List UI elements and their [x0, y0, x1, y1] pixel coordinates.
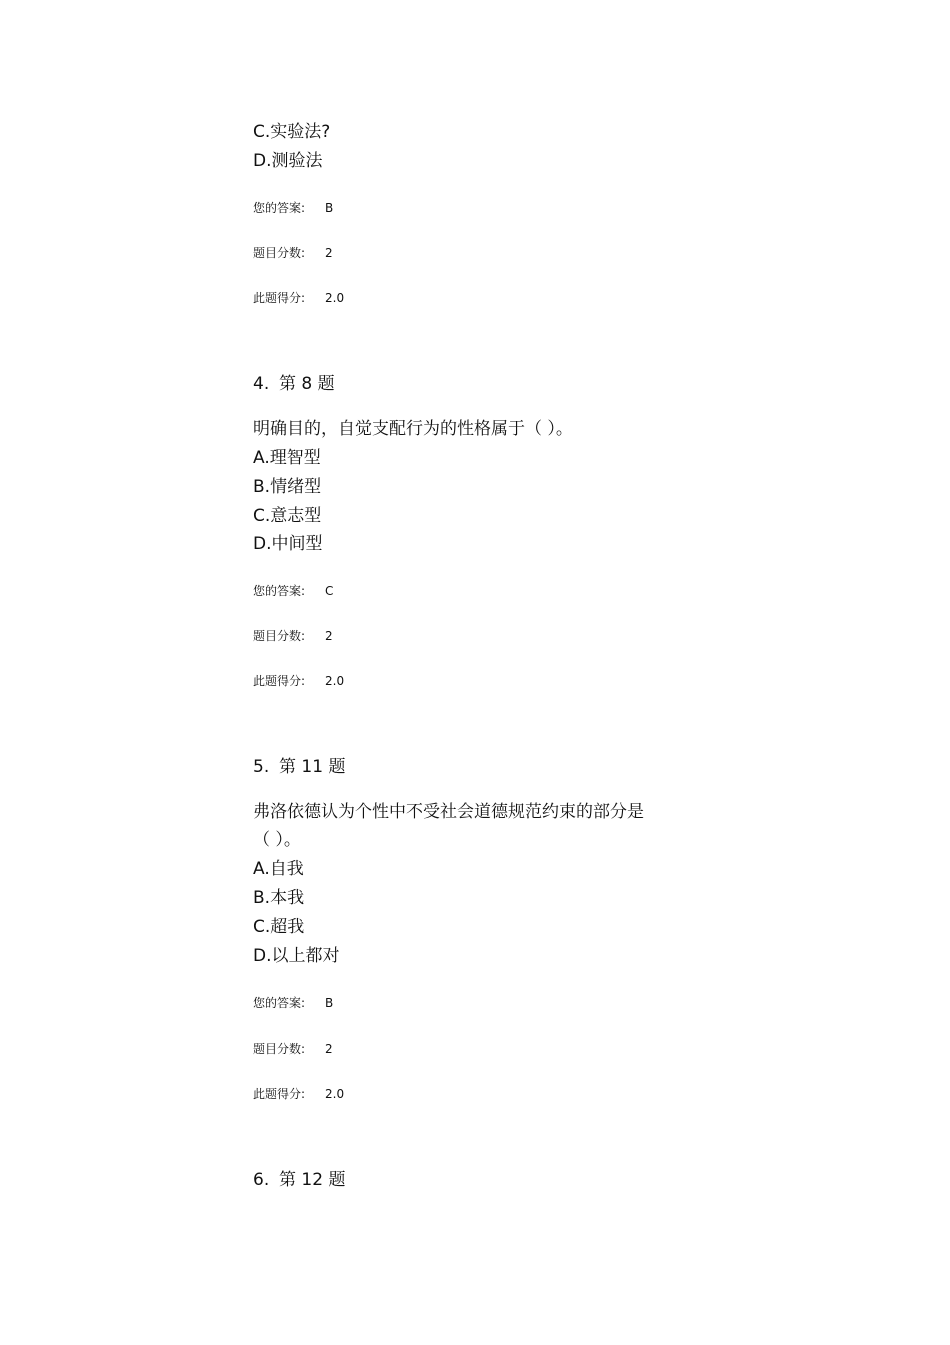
score-value: 2: [325, 246, 333, 260]
q5-option-d: D.以上都对: [253, 946, 340, 966]
q5-heading: [253, 756, 345, 778]
q3-points-earned: [253, 290, 345, 306]
answer-value: B: [325, 201, 334, 215]
got-value: 2.0: [325, 291, 345, 305]
got-value: 2.0: [325, 1087, 345, 1101]
q6-title: 第 12 题: [279, 1170, 346, 1190]
score-value: 2: [325, 1042, 333, 1056]
score-label: 题目分数:: [253, 629, 306, 643]
q4-your-answer: [253, 583, 334, 599]
got-label: 此题得分:: [253, 291, 306, 305]
q4-option-b: B.情绪型: [253, 477, 322, 497]
got-label: 此题得分:: [253, 674, 306, 688]
q5-option-a: A.自我: [253, 859, 304, 879]
q4-text: 明确目的，自觉支配行为的性格属于（ ）。: [253, 419, 573, 439]
q5-number: 5.: [253, 757, 270, 777]
q4-option-a: A.理智型: [253, 448, 321, 468]
answer-label: 您的答案:: [253, 584, 306, 598]
q4-option-d: D.中间型: [253, 534, 323, 554]
q3-question-score: [253, 245, 333, 261]
q4-heading: [253, 373, 335, 395]
score-label: 题目分数:: [253, 1042, 306, 1056]
q4-option-c: C.意志型: [253, 506, 322, 526]
q4-points-earned: [253, 673, 345, 689]
q4-title: 第 8 题: [279, 374, 335, 394]
q5-text-line1: 弗洛依德认为个性中不受社会道德规范约束的部分是: [253, 802, 644, 822]
answer-value: B: [325, 996, 334, 1010]
answer-label: 您的答案:: [253, 996, 306, 1010]
got-value: 2.0: [325, 674, 345, 688]
q3-option-d: D.测验法: [253, 151, 323, 171]
q5-option-b: B.本我: [253, 888, 305, 908]
got-label: 此题得分:: [253, 1087, 306, 1101]
q5-option-c: C.超我: [253, 917, 305, 937]
q3-option-c: C.实验法?: [253, 122, 331, 142]
score-label: 题目分数:: [253, 246, 306, 260]
q5-points-earned: [253, 1086, 345, 1102]
q3-your-answer: [253, 200, 334, 216]
q5-title: 第 11 题: [279, 757, 346, 777]
q6-number: 6.: [253, 1170, 270, 1190]
q4-number: 4.: [253, 374, 270, 394]
q5-your-answer: [253, 995, 334, 1011]
answer-value: C: [325, 584, 334, 598]
score-value: 2: [325, 629, 333, 643]
q5-question-score: [253, 1041, 333, 1057]
answer-label: 您的答案:: [253, 201, 306, 215]
q5-text-line2: （ ）。: [253, 830, 301, 850]
q6-heading: [253, 1169, 345, 1191]
q4-question-score: [253, 628, 333, 644]
